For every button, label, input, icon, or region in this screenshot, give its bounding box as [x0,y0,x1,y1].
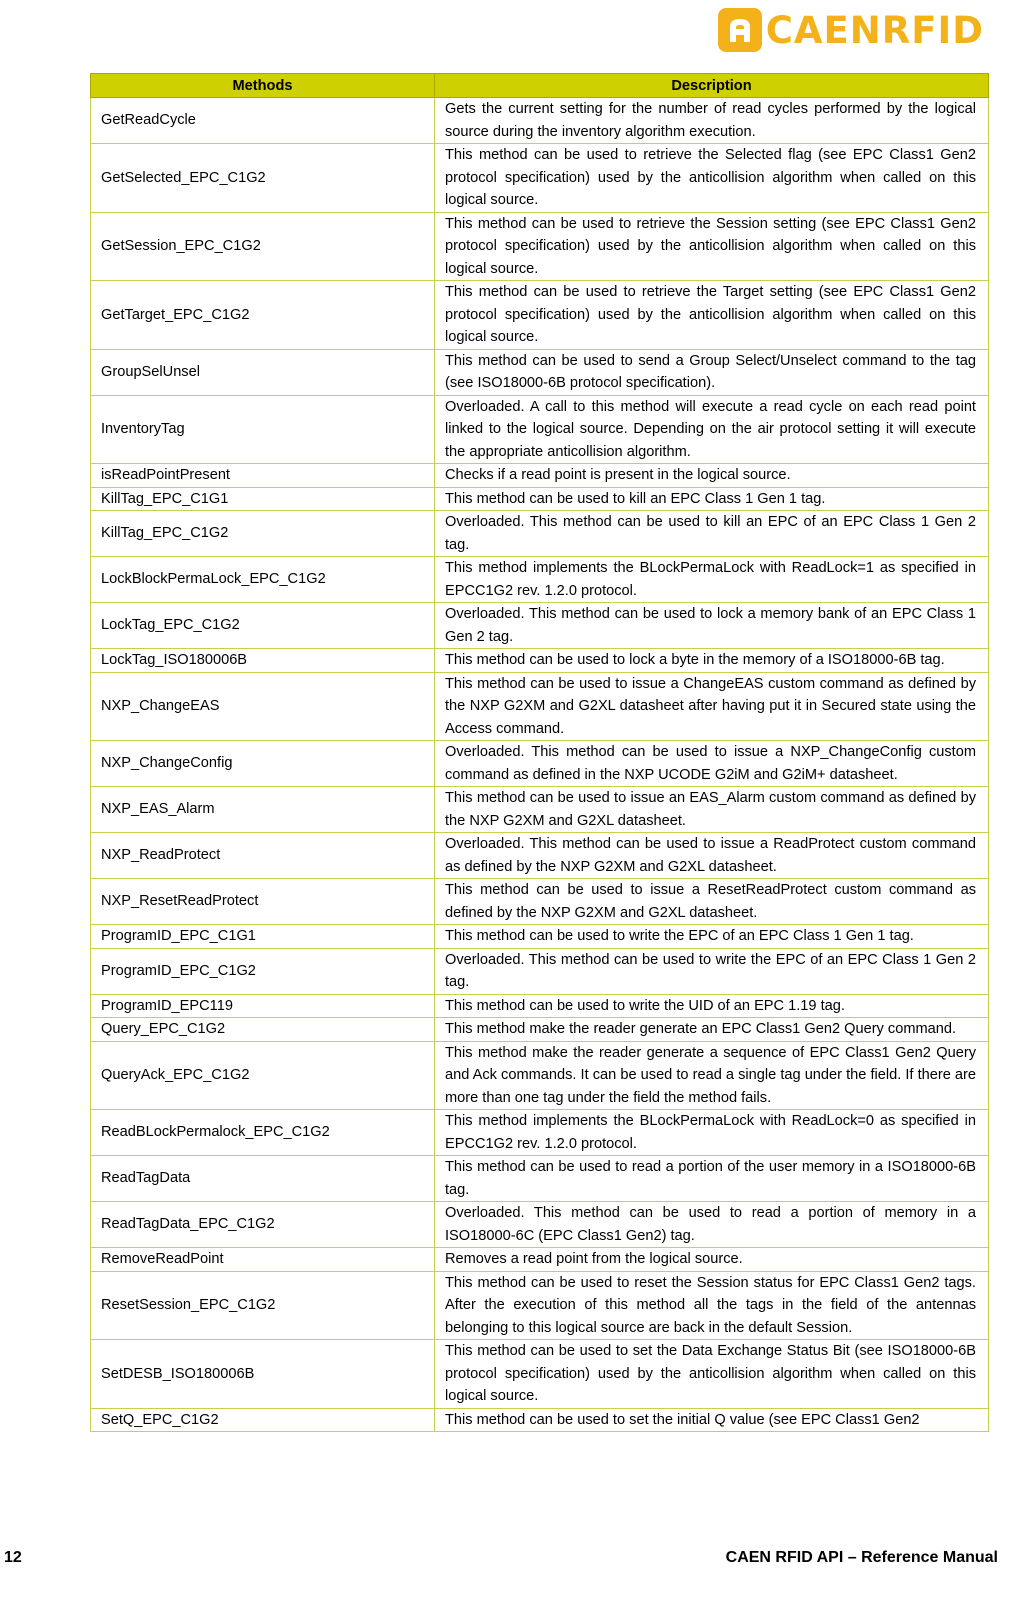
method-description-cell: This method can be used to issue an EAS_Alarm custom command as defined by the NXP G2XM and G2XL datasheet. [435,787,989,833]
method-name-cell: ProgramID_EPC_C1G2 [91,948,435,994]
method-description-cell: This method implements the BLockPermaLock with ReadLock=1 as specified in EPCC1G2 rev. 1.2.0 protocol. [435,557,989,603]
table-row [91,1156,989,1202]
method-name-cell: NXP_EAS_Alarm [91,787,435,833]
document-title: CAEN RFID API – Reference Manual [725,1549,998,1566]
page-number: 12 [4,1549,22,1566]
method-description-cell: This method can be used to set the initial Q value (see EPC Class1 Gen2 [435,1408,989,1432]
method-name-cell: LockTag_EPC_C1G2 [91,603,435,649]
method-description-cell: Overloaded. This method can be used to write the EPC of an EPC Class 1 Gen 2 tag. [435,948,989,994]
methods-table [90,73,989,1432]
table-row [91,487,989,511]
table-row [91,349,989,395]
method-name-cell: LockBlockPermaLock_EPC_C1G2 [91,557,435,603]
method-name-cell: GetReadCycle [91,98,435,144]
method-description-cell: This method can be used to set the Data Exchange Status Bit (see ISO18000-6B protocol specification) used by the anticollision algorithm when called on this logical source. [435,1340,989,1409]
method-description-cell: This method can be used to kill an EPC Class 1 Gen 1 tag. [435,487,989,511]
table-row [91,1340,989,1409]
method-description-cell: This method can be used to retrieve the Selected flag (see EPC Class1 Gen2 protocol specification) used by the anticollision algorithm when called on this logical source. [435,144,989,213]
method-description-cell: Checks if a read point is present in the logical source. [435,464,989,488]
table-row [91,787,989,833]
method-name-cell: Query_EPC_C1G2 [91,1018,435,1042]
methods-column-header: Methods [91,74,435,98]
method-description-cell: This method can be used to read a portion of the user memory in a ISO18000-6B tag. [435,1156,989,1202]
table-row [91,925,989,949]
method-description-cell: This method implements the BLockPermaLock with ReadLock=0 as specified in EPCC1G2 rev. 1.2.0 protocol. [435,1110,989,1156]
method-description-cell: Overloaded. This method can be used to kill an EPC of an EPC Class 1 Gen 2 tag. [435,511,989,557]
table-row [91,948,989,994]
table-row [91,1408,989,1432]
method-name-cell: isReadPointPresent [91,464,435,488]
method-name-cell: SetDESB_ISO180006B [91,1340,435,1409]
method-name-cell: RemoveReadPoint [91,1248,435,1272]
method-name-cell: GetSelected_EPC_C1G2 [91,144,435,213]
table-row [91,557,989,603]
method-name-cell: NXP_ResetReadProtect [91,879,435,925]
table-row [91,603,989,649]
method-name-cell: GroupSelUnsel [91,349,435,395]
table-body [91,98,989,1432]
method-description-cell: Overloaded. This method can be used to read a portion of memory in a ISO18000-6C (EPC Class1 Gen2) tag. [435,1202,989,1248]
method-description-cell: This method can be used to reset the Session status for EPC Class1 Gen2 tags. After the execution of this method all the tags in the field of the antennas belonging to this logical source are back in the default Session. [435,1271,989,1340]
method-name-cell: NXP_ReadProtect [91,833,435,879]
method-name-cell: GetTarget_EPC_C1G2 [91,281,435,350]
method-name-cell: ReadTagData_EPC_C1G2 [91,1202,435,1248]
table-row [91,395,989,464]
method-description-cell: This method can be used to retrieve the Target setting (see EPC Class1 Gen2 protocol specification) used by the anticollision algorithm when called on this logical source. [435,281,989,350]
method-description-cell: This method can be used to write the UID of an EPC 1.19 tag. [435,994,989,1018]
method-name-cell: QueryAck_EPC_C1G2 [91,1041,435,1110]
table-row [91,281,989,350]
method-name-cell: LockTag_ISO180006B [91,649,435,673]
table-row [91,1018,989,1042]
logo-text: CAENRFID [765,8,984,52]
table-row [91,212,989,281]
method-description-cell: Overloaded. A call to this method will execute a read cycle on each read point linked to the logical source. Depending on the air protocol setting it will execute the appropriate anticollision algorithm. [435,395,989,464]
method-description-cell: This method can be used to send a Group Select/Unselect command to the tag (see ISO18000-6B protocol specification). [435,349,989,395]
table-row [91,1202,989,1248]
method-name-cell: ReadBLockPermalock_EPC_C1G2 [91,1110,435,1156]
method-name-cell: SetQ_EPC_C1G2 [91,1408,435,1432]
method-description-cell: This method make the reader generate an EPC Class1 Gen2 Query command. [435,1018,989,1042]
method-description-cell: This method make the reader generate a sequence of EPC Class1 Gen2 Query and Ack commands. It can be used to read a single tag under the field. If there are more than one tag under the field the method fails. [435,1041,989,1110]
table-row [91,98,989,144]
page-footer [0,1549,1010,1573]
method-name-cell: ReadTagData [91,1156,435,1202]
method-name-cell: NXP_ChangeConfig [91,741,435,787]
table-row [91,1041,989,1110]
table-row [91,1271,989,1340]
method-description-cell: This method can be used to issue a ChangeEAS custom command as defined by the NXP G2XM and G2XL datasheet after having put it in Secured state using the Access command. [435,672,989,741]
method-description-cell: Overloaded. This method can be used to lock a memory bank of an EPC Class 1 Gen 2 tag. [435,603,989,649]
method-name-cell: ResetSession_EPC_C1G2 [91,1271,435,1340]
table-row [91,994,989,1018]
table-row [91,649,989,673]
method-description-cell: Overloaded. This method can be used to issue a NXP_ChangeConfig custom command as defined in the NXP UCODE G2iM and G2iM+ datasheet. [435,741,989,787]
method-name-cell: NXP_ChangeEAS [91,672,435,741]
method-description-cell: Overloaded. This method can be used to issue a ReadProtect custom command as defined by the NXP G2XM and G2XL datasheet. [435,833,989,879]
method-description-cell: Removes a read point from the logical source. [435,1248,989,1272]
table-row [91,741,989,787]
method-description-cell: This method can be used to write the EPC of an EPC Class 1 Gen 1 tag. [435,925,989,949]
table-row [91,672,989,741]
method-name-cell: ProgramID_EPC_C1G1 [91,925,435,949]
table-row [91,833,989,879]
method-description-cell: This method can be used to retrieve the Session setting (see EPC Class1 Gen2 protocol specification) used by the anticollision algorithm when called on this logical source. [435,212,989,281]
caenrfid-logo-icon [718,8,762,52]
table-row [91,144,989,213]
method-name-cell: KillTag_EPC_C1G1 [91,487,435,511]
method-description-cell: This method can be used to lock a byte in the memory of a ISO18000-6B tag. [435,649,989,673]
method-name-cell: ProgramID_EPC119 [91,994,435,1018]
method-name-cell: InventoryTag [91,395,435,464]
method-name-cell: GetSession_EPC_C1G2 [91,212,435,281]
table-row [91,1248,989,1272]
table-header-row [91,74,989,98]
caenrfid-logo [718,4,984,56]
description-column-header: Description [435,74,989,98]
table-row [91,511,989,557]
method-description-cell: Gets the current setting for the number of read cycles performed by the logical source during the inventory algorithm execution. [435,98,989,144]
method-description-cell: This method can be used to issue a ResetReadProtect custom command as defined by the NXP G2XM and G2XL datasheet. [435,879,989,925]
table-row [91,879,989,925]
table-row [91,1110,989,1156]
table-row [91,464,989,488]
method-name-cell: KillTag_EPC_C1G2 [91,511,435,557]
